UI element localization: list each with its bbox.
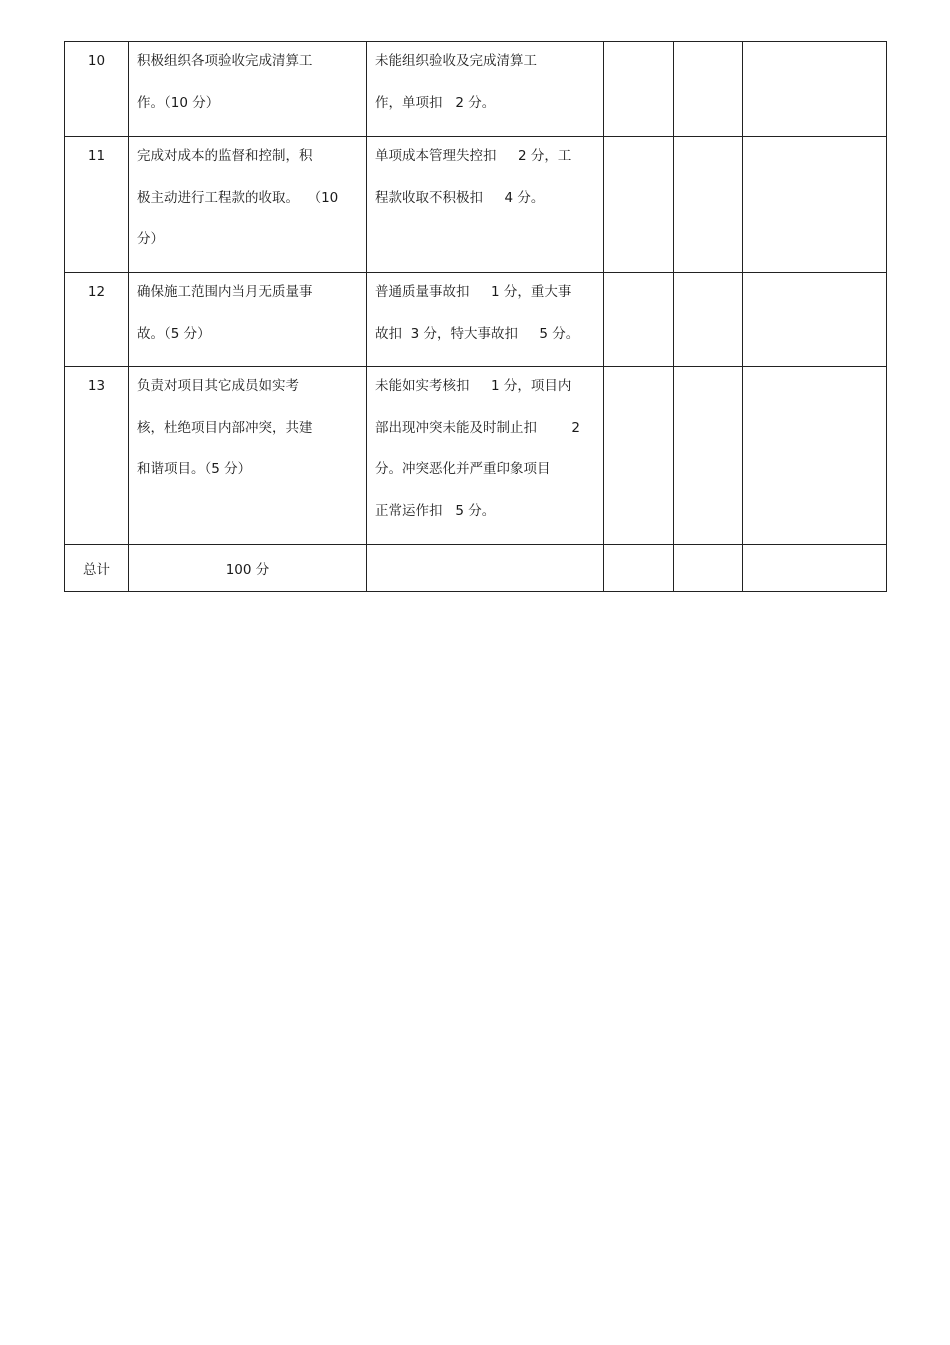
total-score: 100 分 (129, 545, 367, 592)
empty-cell (604, 273, 674, 367)
empty-cell (604, 367, 674, 545)
empty-cell (674, 273, 743, 367)
table-row (65, 273, 887, 367)
table-row (65, 42, 887, 137)
rule-line: 正常运作扣 5 分。 (375, 502, 496, 519)
standard-line: 核，杜绝项目内部冲突，共建 (137, 419, 313, 436)
rule-line: 程款收取不积极扣 4 分。 (375, 189, 545, 206)
standard-line: 负责对项目其它成员如实考 (137, 378, 299, 394)
deduction-rule (367, 137, 604, 273)
rule-line: 普通质量事故扣 1 分，重大事 (375, 284, 572, 300)
total-label: 总计 (65, 545, 129, 592)
assessment-standard (129, 137, 367, 273)
row-number: 11 (65, 137, 129, 273)
standard-line: 完成对成本的监督和控制，积 (137, 148, 313, 164)
standard-line: 作。（10 分） (137, 94, 220, 111)
empty-cell (604, 42, 674, 137)
empty-cell (674, 367, 743, 545)
rule-line: 未能组织验收及完成清算工 (375, 53, 537, 69)
table-row (65, 367, 887, 545)
standard-line: 故。（5 分） (137, 325, 211, 342)
empty-cell (743, 367, 887, 545)
deduction-rule (367, 273, 604, 367)
empty-cell (743, 273, 887, 367)
rule-line: 部出现冲突未能及时制止扣 2 (375, 419, 580, 436)
empty-cell (604, 545, 674, 592)
rule-line: 故扣 3 分，特大事故扣 5 分。 (375, 325, 580, 342)
empty-cell (674, 137, 743, 273)
deduction-rule (367, 367, 604, 545)
empty-cell (604, 137, 674, 273)
assessment-standard (129, 367, 367, 545)
rule-line: 分。冲突恶化并严重印象项目 (375, 461, 551, 477)
standard-line: 积极组织各项验收完成清算工 (137, 53, 313, 69)
row-number: 12 (65, 273, 129, 367)
standard-line: 确保施工范围内当月无质量事 (137, 284, 313, 300)
assessment-standard (129, 273, 367, 367)
empty-cell (674, 545, 743, 592)
empty-cell (674, 42, 743, 137)
empty-cell (743, 137, 887, 273)
assessment-table (64, 41, 887, 592)
deduction-rule (367, 42, 604, 137)
rule-line: 单项成本管理失控扣 2 分，工 (375, 148, 572, 164)
empty-cell (743, 42, 887, 137)
row-number: 10 (65, 42, 129, 137)
empty-cell (743, 545, 887, 592)
table-row (65, 137, 887, 273)
rule-line: 未能如实考核扣 1 分，项目内 (375, 378, 572, 394)
standard-line: 和谐项目。（5 分） (137, 461, 252, 477)
assessment-standard (129, 42, 367, 137)
total-row (65, 545, 887, 592)
row-number: 13 (65, 367, 129, 545)
standard-line: 极主动进行工程款的收取。 （10 (137, 189, 339, 206)
rule-line: 作，单项扣 2 分。 (375, 94, 496, 111)
standard-line: 分） (137, 231, 164, 247)
empty-cell (367, 545, 604, 592)
